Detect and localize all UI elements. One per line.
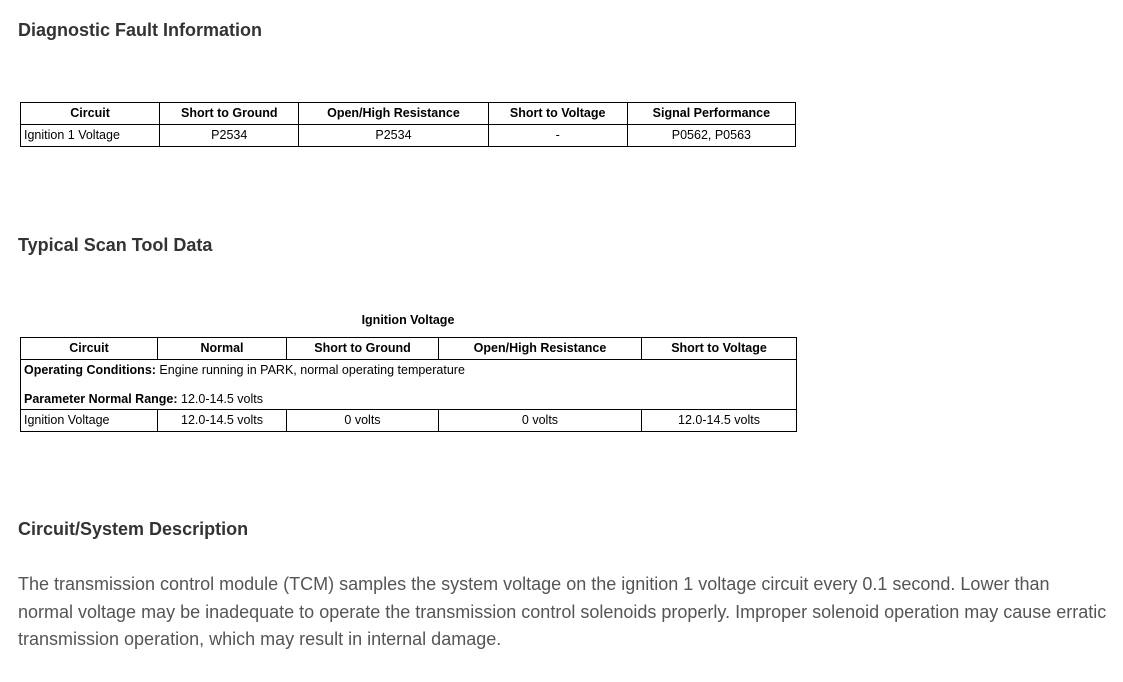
table-cell: 0 volts [439, 410, 642, 432]
table-cell: - [488, 125, 627, 147]
parameter-range-row [21, 380, 797, 410]
operating-conditions-label: Operating Conditions: [24, 363, 156, 377]
column-header: Signal Performance [627, 103, 795, 125]
column-header: Short to Ground [287, 338, 439, 360]
column-header: Short to Ground [160, 103, 299, 125]
scan-table-caption: Ignition Voltage [361, 313, 455, 327]
table-cell: 12.0-14.5 volts [158, 410, 287, 432]
operating-conditions-row [21, 360, 797, 381]
table-cell: P2534 [160, 125, 299, 147]
circuit-description-text: The transmission control module (TCM) samples the system voltage on the ignition 1 voltage circuit every 0.1 second. Lower than normal voltage may be inadequate to operate the transmission control solenoids properly. Improper solenoid operation may cause erratic transmission operation, which may result in internal damage. [18, 574, 1107, 649]
table-header-row [21, 338, 797, 360]
table-row [21, 410, 797, 432]
table-cell: 0 volts [287, 410, 439, 432]
table-row [21, 125, 796, 147]
parameter-normal-range [21, 380, 797, 410]
column-header: Circuit [21, 338, 158, 360]
table-cell: 12.0-14.5 volts [642, 410, 797, 432]
fault-info-table [20, 102, 796, 147]
operating-conditions [21, 360, 797, 381]
parameter-range-label: Parameter Normal Range: [24, 392, 178, 406]
scan-tool-data-heading: Typical Scan Tool Data [18, 235, 213, 255]
column-header: Normal [158, 338, 287, 360]
table-cell: Ignition 1 Voltage [21, 125, 160, 147]
column-header: Circuit [21, 103, 160, 125]
table-cell: Ignition Voltage [21, 410, 158, 432]
column-header: Open/High Resistance [439, 338, 642, 360]
operating-conditions-value: Engine running in PARK, normal operating temperature [155, 363, 465, 377]
column-header: Short to Voltage [642, 338, 797, 360]
table-header-row [21, 103, 796, 125]
fault-info-heading: Diagnostic Fault Information [18, 20, 263, 40]
scan-tool-data-table [20, 337, 797, 432]
column-header: Short to Voltage [488, 103, 627, 125]
table-cell: P2534 [299, 125, 488, 147]
parameter-range-value: 12.0-14.5 volts [177, 392, 263, 406]
table-cell: P0562, P0563 [627, 125, 795, 147]
circuit-description-heading: Circuit/System Description [18, 519, 249, 539]
column-header: Open/High Resistance [299, 103, 488, 125]
